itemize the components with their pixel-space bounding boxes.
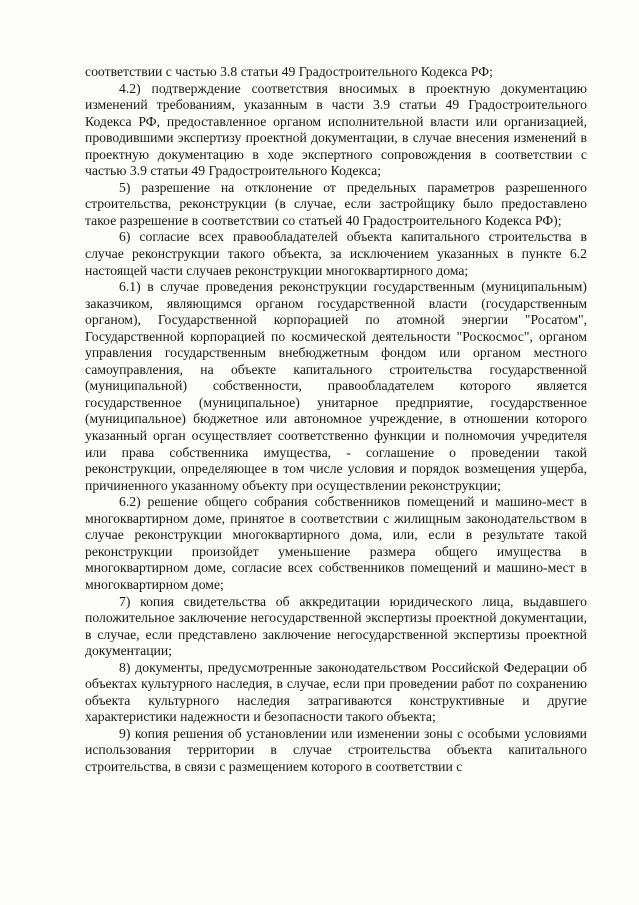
paragraph-7: 7) копия свидетельства об аккредитации юридического лица, выдавшего положительное заключение негосударственной экспертизы проектной документации, в случае, если представлено заключение негосударственной экспертизы проектной документации; xyxy=(85,593,587,659)
paragraph-9: 9) копия решения об установлении или изменении зоны с особыми условиями использования территории в случае строительства объекта капитального строительства, в связи с размещением которого в соответствии с xyxy=(85,725,587,774)
paragraph-6-1: 6.1) в случае проведения реконструкции государственным (муниципальным) заказчиком, являющимся органом государственной власти (государственным органом), Государственной корпорацией по атомной энергии "Росатом", Государственной корпорацией по космической деятельности "Роскосмос", органом управления государственным внебюджетным фондом или органом местного самоуправления, на объекте капитального строительства государственной (муниципальной) собственности, правообладателем которого является государственное (муниципальное) унитарное предприятие, государственное (муниципальное) бюджетное или автономное учреждение, в отношении которого указанный орган осуществляет соответственно функции и полномочия учредителя или права собственника имущества, - соглашение о проведении такой реконструкции, определяющее в том числе условия и порядок возмещения ущерба, причиненного указанному объекту при осуществлении реконструкции; xyxy=(85,279,587,493)
paragraph-5: 5) разрешение на отклонение от предельных параметров разрешенного строительства, реконструкции (в случае, если застройщику было предоставлено такое разрешение в соответствии со статьей 40 Градостроительного Кодекса РФ); xyxy=(85,179,587,228)
paragraph-continuation: соответствии с частью 3.8 статьи 49 Градостроительного Кодекса РФ; xyxy=(85,64,493,79)
paragraph-4-2: 4.2) подтверждение соответствия вносимых в проектную документацию изменений требованиям, указанным в части 3.9 статьи 49 Градостроительного Кодекса РФ, предоставленное органом исполнительной власти или организацией, проводившими экспертизу проектной документации, в случае внесения изменений в проектную документацию в ходе экспертного сопровождения в соответствии с частью 3.9 статьи 49 Градостроительного Кодекса; xyxy=(85,80,587,179)
document-body xyxy=(85,64,587,776)
paragraph-8: 8) документы, предусмотренные законодательством Российской Федерации об объектах культурного наследия, в случае, если при проведении работ по сохранению объекта культурного наследия затрагиваются конструктивные и другие характеристики надежности и безопасности такого объекта; xyxy=(85,659,587,725)
paragraph-6-2: 6.2) решение общего собрания собственников помещений и машино-мест в многоквартирном доме, принятое в соответствии с жилищным законодательством в случае реконструкции многоквартирного дома, или, если в результате такой реконструкции произойдет уменьшение размера общего имущества в многоквартирном доме, согласие всех собственников помещений и машино-мест в многоквартирном доме; xyxy=(85,494,587,592)
paragraph-6: 6) согласие всех правообладателей объекта капитального строительства в случае реконструкции такого объекта, за исключением указанных в пункте 6.2 настоящей части случаев реконструкции многоквартирного дома; xyxy=(85,229,587,278)
